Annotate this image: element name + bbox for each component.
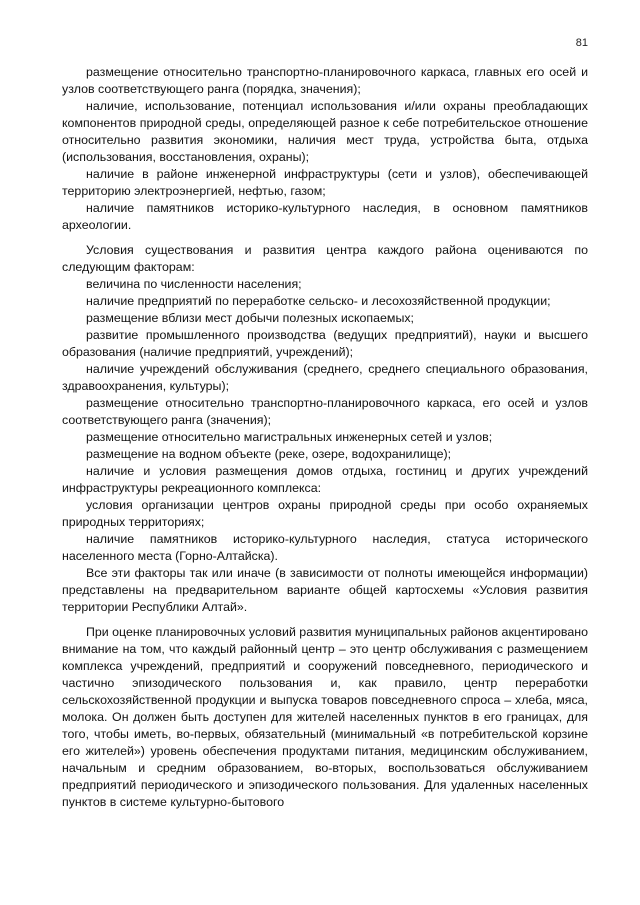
paragraph: размещение вблизи мест добычи полезных ископаемых; [86, 311, 414, 325]
paragraph: наличие, использование, потенциал использования и/или охраны преобладающих компонентов природной среды, определяющей разное к себе потребительское отношение относительно развития экономики, наличия мест труда, устройства быта, отдыха (использования, восстановления, охраны); [62, 99, 588, 164]
paragraph: наличие памятников историко-культурного наследия, статуса исторического населенного места (Горно-Алтайска). [62, 532, 588, 563]
paragraph: При оценке планировочных условий развития муниципальных районов акцентировано внимание на том, что каждый районный центр – это центр обслуживания с размещением комплекса учреждений, предприятий и сооружений повседневного, периодического и частично эпизодического пользования и, как правило, центр переработки сельскохозяйственной продукции и выпуска товаров повседневного спроса – хлеба, мяса, молока. Он должен быть доступен для жителей населенных пунктов в его границах, для того, чтобы иметь, во-первых, обязательный (минимальный «в потребительской корзине его жителей») уровень обеспечения продуктами питания, медицинским обслуживанием, начальным и средним образованием, во-вторых, воспользоваться обслуживанием предприятий периодического и эпизодического пользования. Для удаленных населенных пунктов в системе культурно-бытового [62, 625, 588, 809]
paragraph: развитие промышленного производства (ведущих предприятий), науки и высшего образования (наличие предприятий, учреждений); [62, 328, 588, 359]
paragraph: наличие памятников историко-культурного наследия, в основном памятников археологии. [62, 201, 588, 232]
paragraph: размещение относительно транспортно-планировочного каркаса, его осей и узлов соответствующего ранга (значения); [62, 396, 588, 427]
paragraph: наличие предприятий по переработке сельско- и лесохозяйственной продукции; [86, 294, 551, 308]
paragraph: Все эти факторы так или иначе (в зависимости от полноты имеющейся информации) представлены на предварительном варианте общей картосхемы «Условия развития территории Республики Алтай». [62, 566, 588, 614]
paragraph: наличие учреждений обслуживания (среднего, среднего специального образования, здравоохранения, культуры); [62, 362, 588, 393]
paragraph: размещение относительно магистральных инженерных сетей и узлов; [86, 430, 493, 444]
paragraph: Условия существования и развития центра каждого района оцениваются по следующим факторам: [62, 243, 588, 274]
paragraph: размещение относительно транспортно-планировочного каркаса, главных его осей и узлов соответствующего ранга (порядка, значения); [62, 65, 588, 96]
paragraph: условия организации центров охраны природной среды при особо охраняемых природных территориях; [62, 498, 588, 529]
paragraph: величина по численности населения; [86, 277, 302, 291]
paragraph: размещение на водном объекте (реке, озере, водохранилище); [86, 447, 452, 461]
paragraph: наличие в районе инженерной инфраструктуры (сети и узлов), обеспечивающей территорию электроэнергией, нефтью, газом; [62, 167, 588, 198]
page-number: 81 [575, 37, 588, 49]
body-text [62, 64, 588, 811]
paragraph: наличие и условия размещения домов отдыха, гостиниц и других учреждений инфраструктуры рекреационного комплекса: [62, 464, 588, 495]
